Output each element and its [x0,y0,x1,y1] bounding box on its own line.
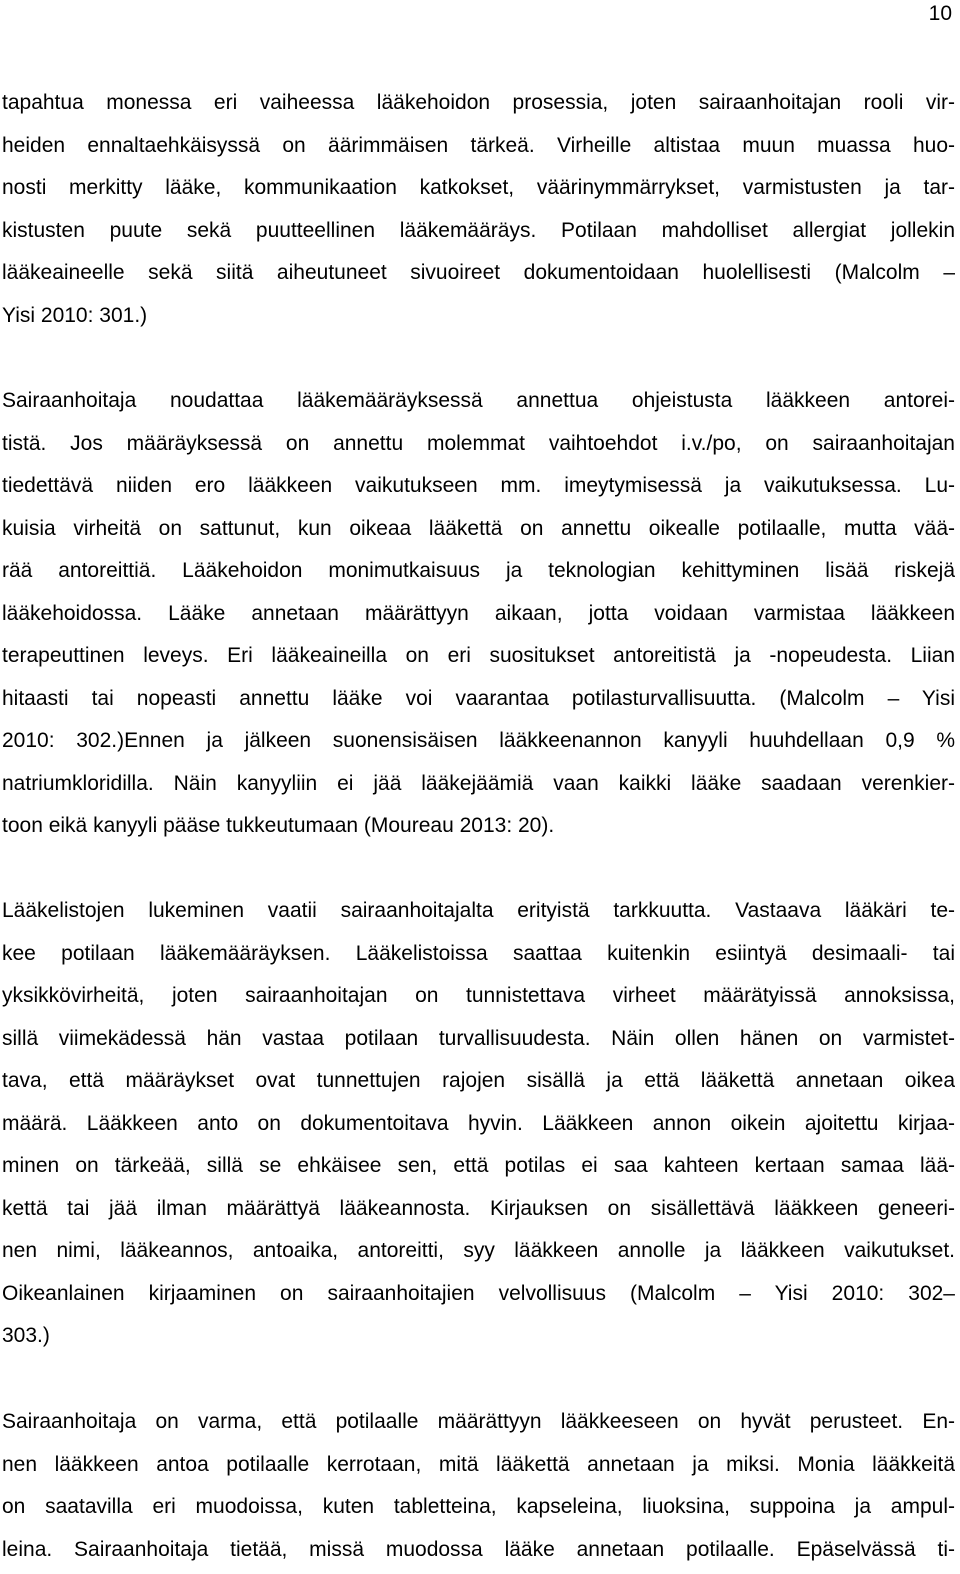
text-line: tava, että määräykset ovat tunnettujen rajojen sisällä ja että lääkettä annetaan oikea [2,1069,955,1092]
text-line: kee potilaan lääkemääräyksen. Lääkelistoissa saattaa kuitenkin esiintyä desimaali- tai [2,941,955,965]
text-line: tistä. Jos määräyksessä on annettu molemmat vaihtoehdot i.v./po, on sairaanhoitajan [2,431,955,455]
text-line: hitaasti tai nopeasti annettu lääke voi vaarantaa potilasturvallisuutta. (Malcolm – Yisi [2,686,955,710]
text-line: yksikkövirheitä, joten sairaanhoitajan on tunnistettava virheet määrätyissä annoksissa, [2,984,955,1007]
paragraph-3 [2,890,955,1358]
text-line: Yisi 2010: 301.) [2,303,148,327]
text-line: 303.) [2,1324,50,1347]
text-line: nen nimi, lääkeannos, antoaika, antoreitti, syy lääkkeen annolle ja lääkkeen vaikutukset. [2,1239,955,1262]
text-line: lääkeaineelle sekä siitä aiheutuneet sivuoireet dokumentoidaan huolellisesti (Malcolm – [2,261,955,284]
text-line: nosti merkitty lääke, kommunikaation katkokset, väärinymmärrykset, varmistusten ja tar- [2,176,955,199]
text-line: määrä. Lääkkeen anto on dokumentoitava hyvin. Lääkkeen annon oikein ajoitettu kirjaa- [2,1111,955,1135]
text-line: minen on tärkeää, sillä se ehkäisee sen, että potilas ei saa kahteen kertaan samaa lää- [2,1154,955,1177]
text-line: Sairaanhoitaja on varma, että potilaalle määrättyyn lääkkeeseen on hyvät perusteet. En- [2,1410,955,1433]
paragraph-1 [2,82,955,337]
text-line: Sairaanhoitaja noudattaa lääkemääräyksessä annettua ohjeistusta lääkkeen antorei- [2,389,955,412]
text-line: heiden ennaltaehkäisyssä on äärimmäisen tärkeä. Virheille altistaa muun muassa huo- [2,133,955,157]
text-line: sillä viimekädessä hän vastaa potilaan turvallisuudesta. Näin ollen hänen on varmistet- [2,1026,955,1050]
text-line: toon eikä kanyyli pääse tukkeutumaan (Moureau 2013: 20). [2,814,555,837]
text-line: terapeuttinen leveys. Eri lääkeaineilla on eri suositukset antoreitistä ja -nopeudesta. Liian [2,644,955,667]
paragraph-4 [2,1401,955,1571]
text-line: on saatavilla eri muodoissa, kuten tabletteina, kapseleina, liuoksina, suppoina ja ampul- [2,1495,955,1518]
text-line: kuisia virheitä on sattunut, kun oikeaa lääkettä on annettu oikealle potilaalle, mutta vää- [2,516,955,540]
text-line: tapahtua monessa eri vaiheessa lääkehoidon prosessia, joten sairaanhoitajan rooli vir- [2,91,955,114]
page-number: 10 [928,2,952,25]
text-line: tiedettävä niiden ero lääkkeen vaikutukseen mm. imeytymisessä ja vaikutuksessa. Lu- [2,474,955,497]
text-line: 2010: 302.)Ennen ja jälkeen suonensisäisen lääkkeenannon kanyyli huuhdellaan 0,9 % [2,729,955,752]
text-line: rää antoreittiä. Lääkehoidon monimutkaisuus ja teknologian kehittyminen lisää riskejä [2,559,955,582]
text-line: kistusten puute sekä puutteellinen lääkemääräys. Potilaan mahdolliset allergiat jollekin [2,218,955,242]
text-line: Oikeanlainen kirjaaminen on sairaanhoitajien velvollisuus (Malcolm – Yisi 2010: 302– [2,1281,955,1305]
text-line: kettä tai jää ilman määrättyä lääkeannosta. Kirjauksen on sisällettävä lääkkeen geneeri- [2,1196,955,1220]
text-line: lääkehoidossa. Lääke annetaan määrättyyn aikaan, jotta voidaan varmistaa lääkkeen [2,601,955,625]
text-line: nen lääkkeen antoa potilaalle kerrotaan, mitä lääkettä annetaan ja miksi. Monia lääkkeitä [2,1452,955,1476]
text-line: Lääkelistojen lukeminen vaatii sairaanhoitajalta erityistä tarkkuutta. Vastaava lääkäri te- [2,899,955,922]
text-line: leina. Sairaanhoitaja tietää, missä muodossa lääke annetaan potilaalle. Epäselvässä ti- [2,1537,955,1561]
paragraph-2 [2,380,955,848]
text-line: natriumkloridilla. Näin kanyyliin ei jää lääkejäämiä vaan kaikki lääke saadaan verenkier- [2,771,955,795]
